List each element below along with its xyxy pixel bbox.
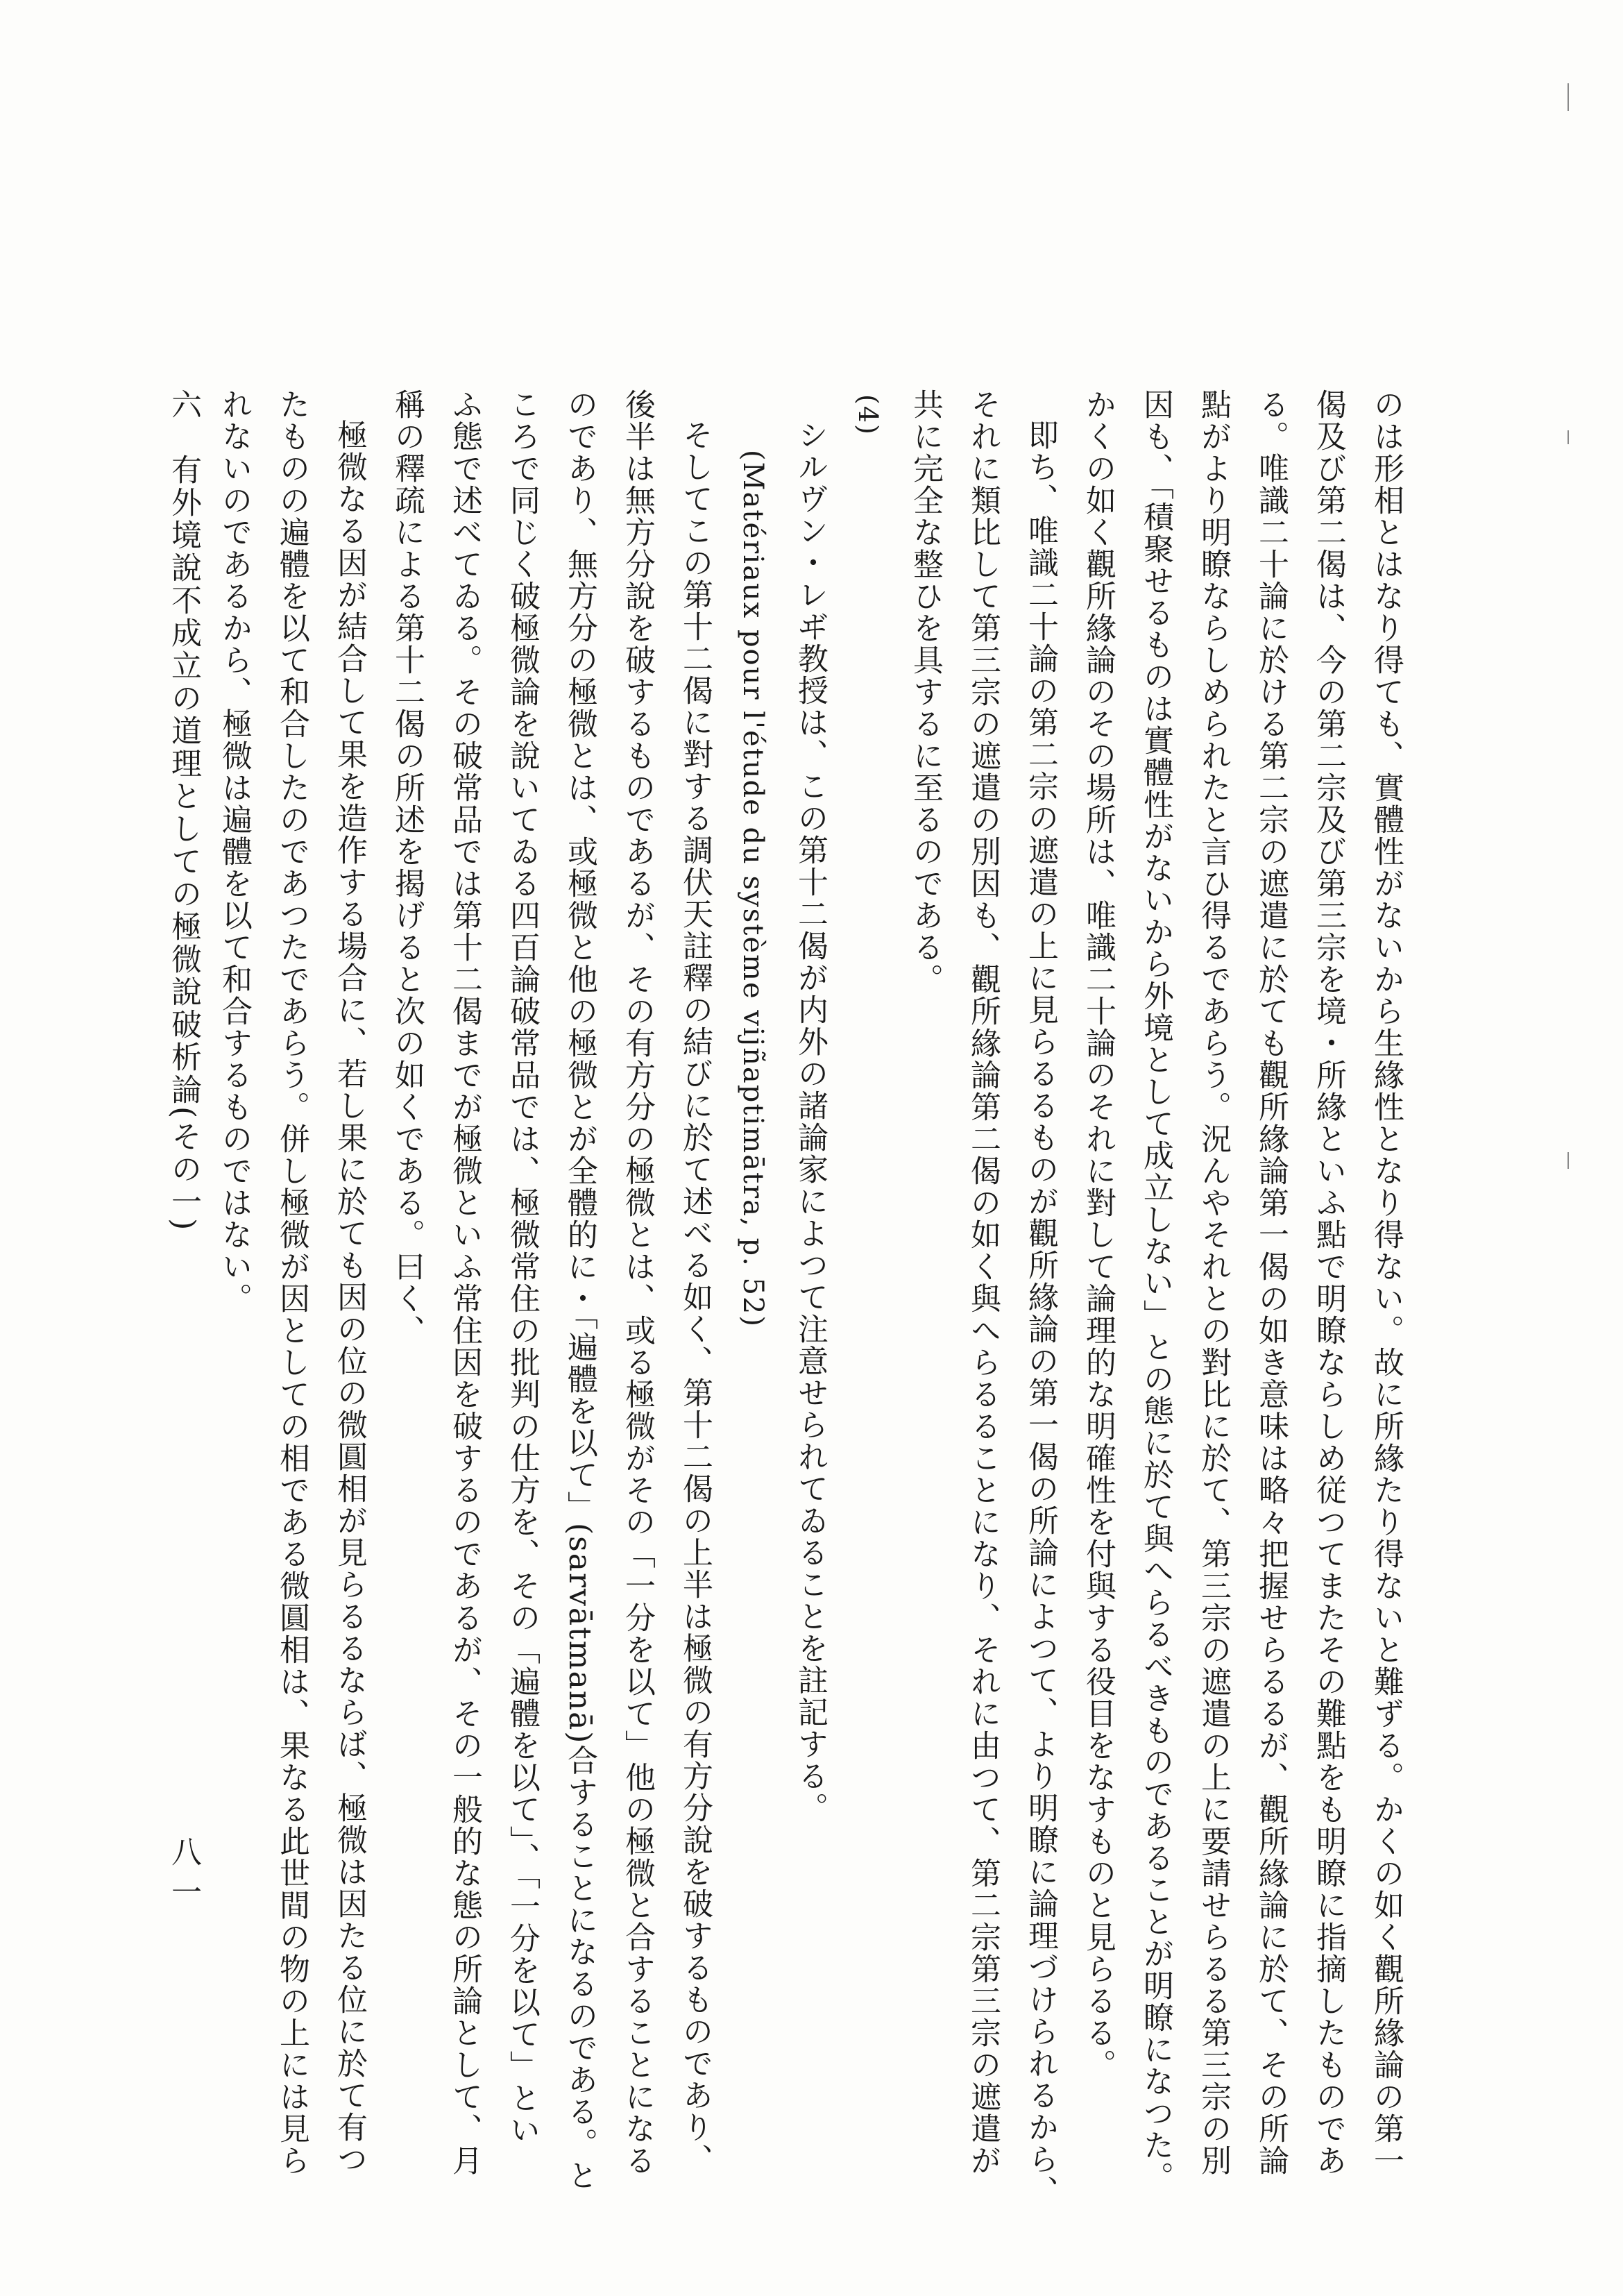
text-column: 點がより明瞭ならしめられたと言ひ得るであらう。況んやそれとの對比に於て、第三宗の遮遣の上に要請せらるる第三宗の別: [1196, 389, 1231, 2177]
margin-mark: [1567, 83, 1569, 111]
page-number: 八一: [166, 1836, 201, 1916]
footnote-citation: (Matériaux pour l'étude du système vijñaptimātra, p. 52): [737, 450, 769, 1328]
margin-mark: [1567, 1152, 1569, 1169]
text-column: そしてこの第十二偈に對する調伏天註釋の結びに於て述べる如く、第十二偈の上半は極微の有方分說を破するものであり、: [677, 419, 713, 2175]
text-column: 稱の釋疏による第十二偈の所述を揭げると次の如くである。曰く、: [389, 389, 425, 1347]
quoted-text-column: れないのであるから、極微は遍體を以て和合するものではない。: [216, 389, 252, 1315]
text-column: 因も、「積聚せるものは實體性がないから外境として成立しない」との態に於て與へらるべきものであることが明瞭になつた。: [1138, 389, 1173, 2193]
text-column: かくの如く觀所緣論のその場所は、唯識二十論のそれに對して論理的な明確性を付與する役目をなすものと見らるる。: [1080, 389, 1116, 2081]
text-column: 偈及び第二偈は、今の第二宗及び第三宗を境・所緣といふ點で明瞭ならしめ従つてまたその難點をも明瞭に指摘したものであ: [1311, 389, 1346, 2177]
text-column: ころで同じく破極微論を說いてゐる四百論破常品では、極微常住の批判の仕方を、その「遍體を以て」、「一分を以て」とい: [504, 389, 540, 2146]
margin-mark: [1567, 430, 1569, 444]
text-column: 即ち、唯識二十論の第二宗の遮遣の上に見らるるものが觀所緣論の第一偈の所論によつて、より明瞭に論理づけられるから、: [1023, 419, 1058, 2207]
text-column: それに類比して第三宗の遮遣の別因も、觀所緣論第二偈の如く與へらるることになり、それに由つて、第二宗第三宗の遮遣が: [965, 389, 1001, 2177]
text-column: ふ態で述べてゐる。その破常品では第十二偈までが極微といふ常住因を破するのであるが、その一般的な態の所論として、月: [447, 389, 482, 2177]
footnote-text: シルヴン・レヸ教授は、この第十二偈が内外の諸論家によつて注意せられてゐることを註記する。: [792, 419, 828, 1824]
quoted-text-column: たものの遍體を以て和合したのであつたであらう。併し極微が因としての相である微圓相は、果なる此世間の物の上には見ら: [274, 389, 309, 2177]
text-column: る。唯識二十論に於ける第二宗の遮遣に於ても觀所緣論第一偈の如き意味は略々把握せらるるが、觀所緣論に於て、その所論: [1253, 389, 1289, 2177]
body-text: [180, 389, 1415, 2207]
footnote-marker: (4): [853, 394, 883, 436]
text-column: 共に完全な整ひを具するに至るのである。: [908, 389, 943, 995]
text-column: のであり、無方分の極微とは、或極微と他の極微とが全體的に・「遍體を以て」(sarvātmanā)合することになるのである。と: [562, 389, 597, 2192]
text-column: 後半は無方分說を破するものであるが、その有方分の極微とは、或る極微がその「一分を以て」他の極微と合することになる: [620, 389, 655, 2177]
quoted-text-column: 極微なる因が結合して果を造作する場合に、若し果に於ても因の位の微圓相が見らるるならば、極微は因たる位に於て有つ: [332, 419, 367, 2175]
running-footer-title: 六 有外境說不成立の道理としての極微說破析論(その一): [166, 389, 201, 1233]
text-column: のは形相とはなり得ても、實體性がないから生緣性となり得ない。故に所緣たり得ないと難ずる。かくの如く觀所緣論の第一: [1368, 389, 1404, 2177]
